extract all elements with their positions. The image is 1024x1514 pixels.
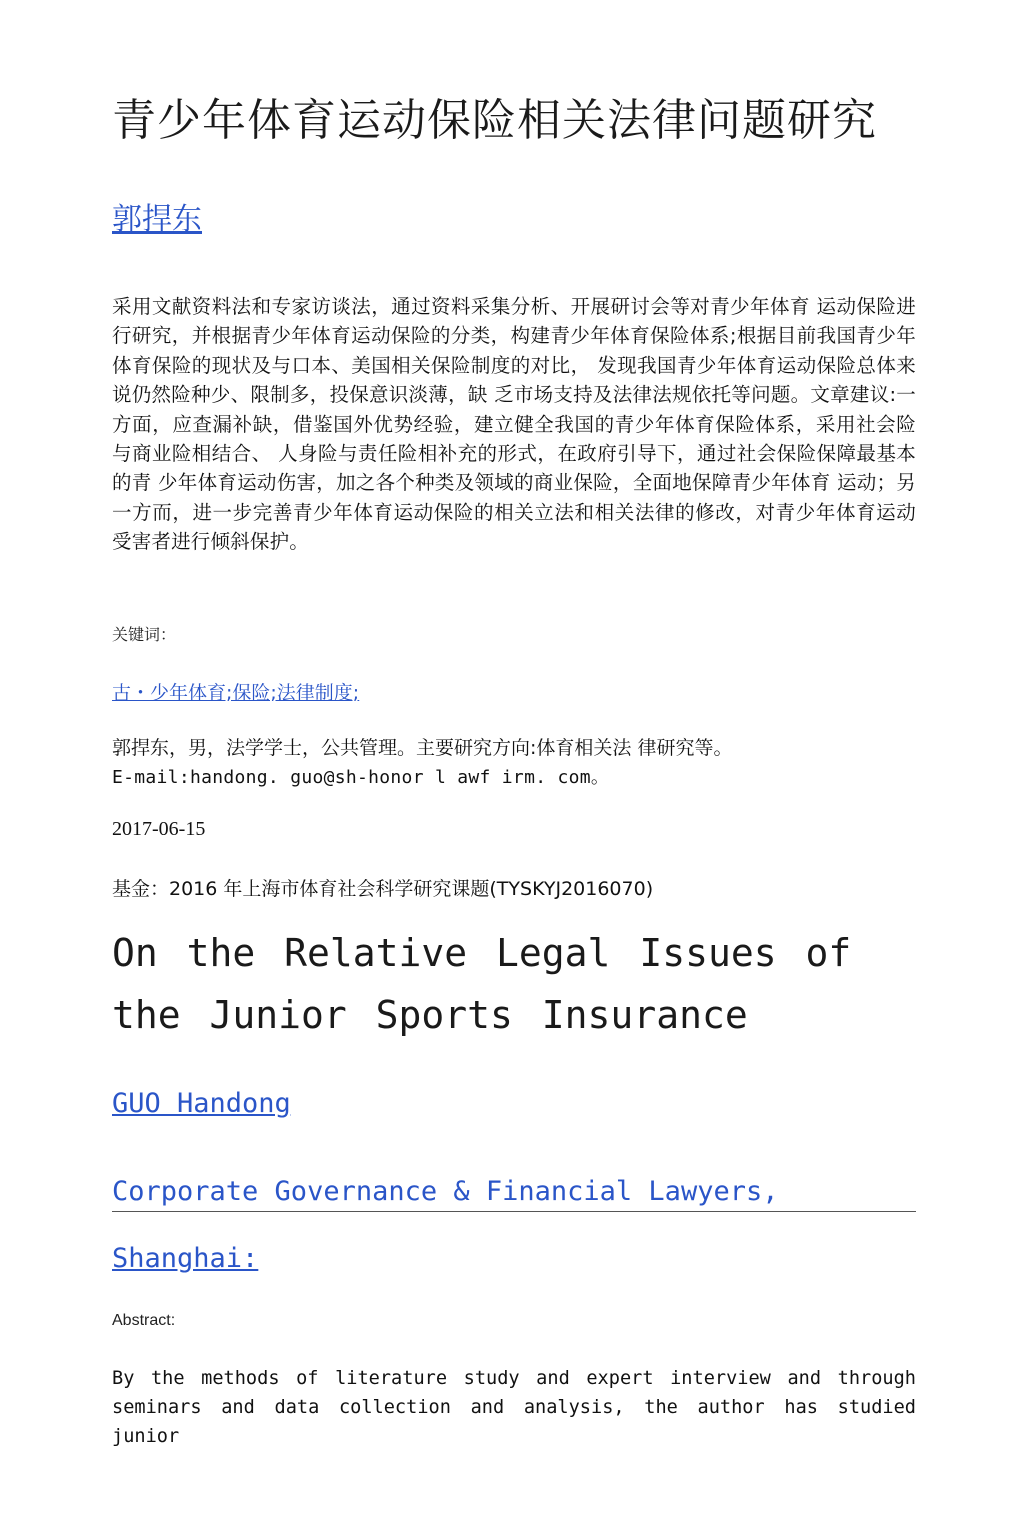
affiliation-link-line2[interactable]: Shanghai: xyxy=(112,1243,259,1274)
english-abstract-line: By the methods of literature study and expert interview and through xyxy=(112,1368,916,1389)
english-abstract-line: seminars and data collection and analysis, the author has studied junior xyxy=(112,1397,916,1447)
english-title: On the Relative Legal Issues of the Junior Sports Insurance xyxy=(112,931,852,1037)
fund-info: 基金：2016 年上海市体育社会科学研究课题(TYSKYJ2016070) xyxy=(112,878,654,900)
chinese-title: 青少年体育运动保险相关法律问题研究 xyxy=(112,95,877,146)
publication-date: 2017-06-15 xyxy=(112,818,206,840)
chinese-author-link[interactable]: 郭捍东 xyxy=(112,202,202,237)
author-bio-text: 郭捍东，男，法学学士，公共管理。主要研究方向:体育相关法 律研究等。 xyxy=(112,737,733,759)
author-bio xyxy=(112,734,916,792)
english-abstract xyxy=(112,1364,916,1451)
abstract-label: Abstract: xyxy=(112,1312,176,1329)
english-author-link[interactable]: GUO Handong xyxy=(112,1088,291,1119)
author-email: E-mail:handong. guo@sh-honor l awf irm. com。 xyxy=(112,767,610,788)
keywords-links[interactable]: 古・少年体育;保险;法律制度; xyxy=(112,682,360,704)
chinese-abstract: 采用文献资料法和专家访谈法，通过资料采集分析、开展研讨会等对青少年体育 运动保险进行研究，并根据青少年体育运动保险的分类，构建青少年体育保险体系;根据目前我国青少年体育保险的现状及与口本、美国相关保险制度的对比， 发现我国青少年体育运动保险总体来说仍然险种少、限制多，投保意识淡薄，缺 乏市场支持及法律法规依托等问题。文章建议:一方面，应查漏补缺，借鉴国外优势经验，建立健全我国的青少年体育保险体系，采用社会险与商业险相结合、 人身险与责任险相补充的形式，在政府引导下，通过社会保险保障最基本的青 少年体育运动伤害，加之各个种类及领域的商业保险，全面地保障青少年体育 运动；另一方而，进一步完善青少年体育运动保险的相关立法和相关法律的修改，对青少年体育运动受害者进行倾斜保护。 xyxy=(112,295,916,554)
keywords-label: 关键词： xyxy=(112,625,177,644)
affiliation-link-line1[interactable]: Corporate Governance & Financial Lawyers, xyxy=(112,1176,916,1212)
